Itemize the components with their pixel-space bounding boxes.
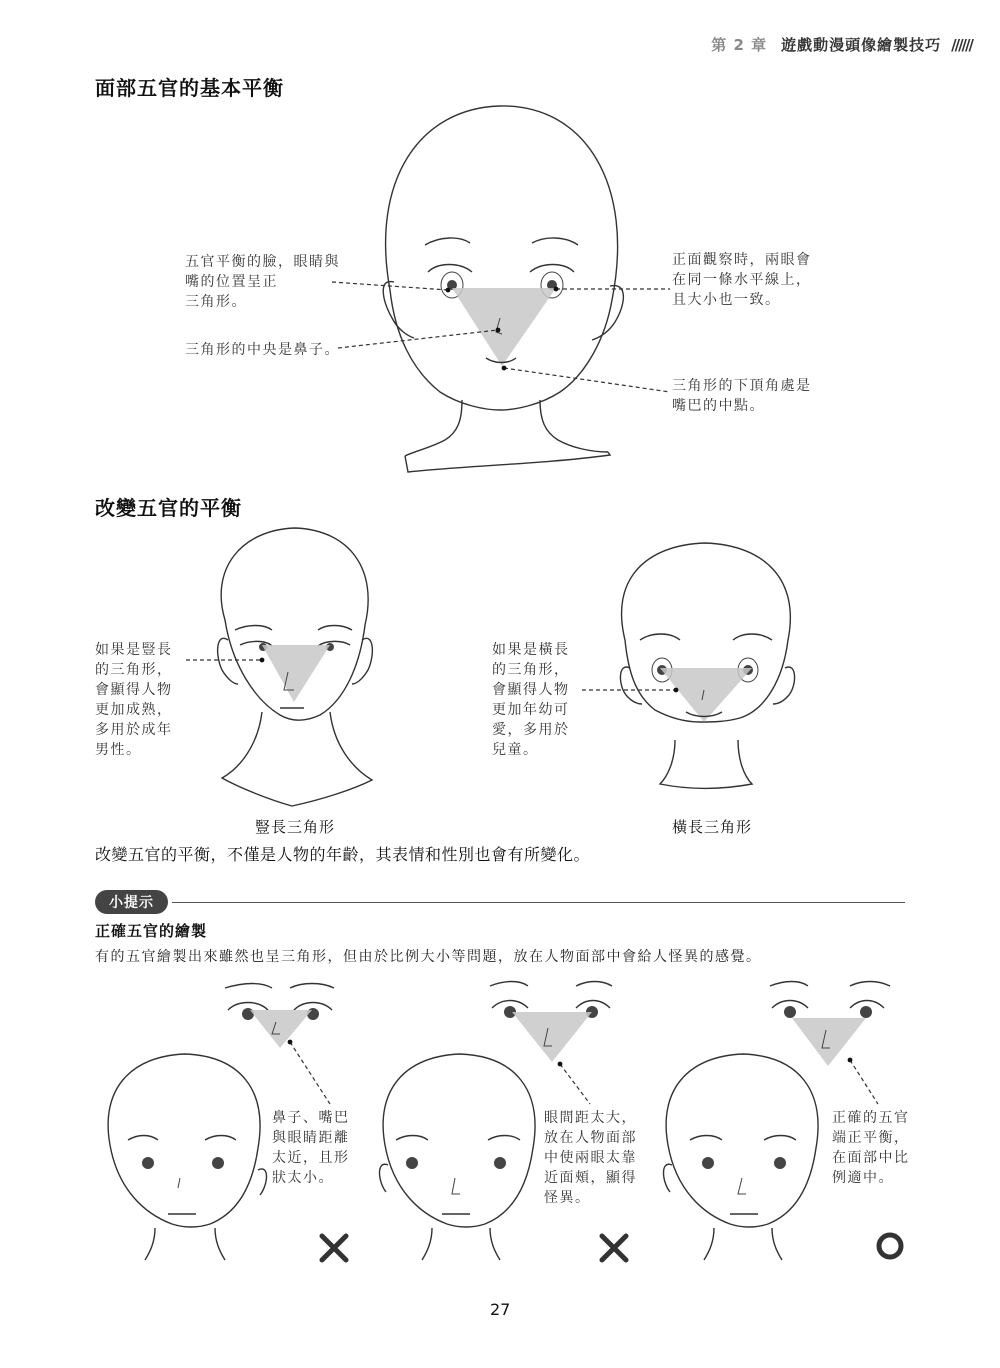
- tip-text: 有的五官繪製出來雖然也呈三角形，但由於比例大小等問題，放在人物面部中會給人怪異的感覺。: [95, 949, 762, 965]
- tip-subhead: 正確五官的繪製: [95, 922, 208, 940]
- example1-note: 鼻子、嘴巴 與眼睛距離 太近，且形 狀太小。: [272, 1110, 350, 1186]
- section1-title: 面部五官的基本平衡: [95, 76, 284, 100]
- chapter-number: 第 2 章: [711, 36, 768, 54]
- note-horizontal: 如果是橫長 的三角形， 會顯得人物 更加年幼可 愛，多用於 兒童。: [492, 642, 570, 758]
- caption-horizontal: 橫長三角形: [672, 818, 753, 836]
- note-vertical: 如果是豎長 的三角形， 會顯得人物 更加成熟， 多用於成年 男性。: [95, 642, 173, 758]
- chapter-title: 遊戲動漫頭像繪製技巧: [781, 36, 942, 54]
- section2-summary: 改變五官的平衡，不僅是人物的年齡，其表情和性別也會有所變化。: [95, 845, 591, 864]
- note-right-bottom: 三角形的下頂角處是 嘴巴的中點。: [672, 378, 812, 414]
- caption-vertical: 豎長三角形: [255, 818, 336, 836]
- note-left-top: 五官平衡的臉，眼睛與 嘴的位置呈正 三角形。: [185, 254, 340, 310]
- tip-badge: 小提示: [95, 890, 168, 914]
- page-number: 27: [490, 1300, 511, 1319]
- note-right-top: 正面觀察時，兩眼會 在同一條水平線上， 且大小也一致。: [672, 252, 812, 308]
- example3-note: 正確的五官 端正平衡， 在面部中比 例適中。: [832, 1110, 910, 1186]
- header-slashes: //////: [951, 36, 972, 54]
- example2-note: 眼間距太大， 放在人物面部 中使兩眼太靠 近面頰，顯得 怪異。: [544, 1110, 637, 1206]
- section2-title: 改變五官的平衡: [95, 496, 242, 520]
- note-left-mid: 三角形的中央是鼻子。: [185, 342, 340, 358]
